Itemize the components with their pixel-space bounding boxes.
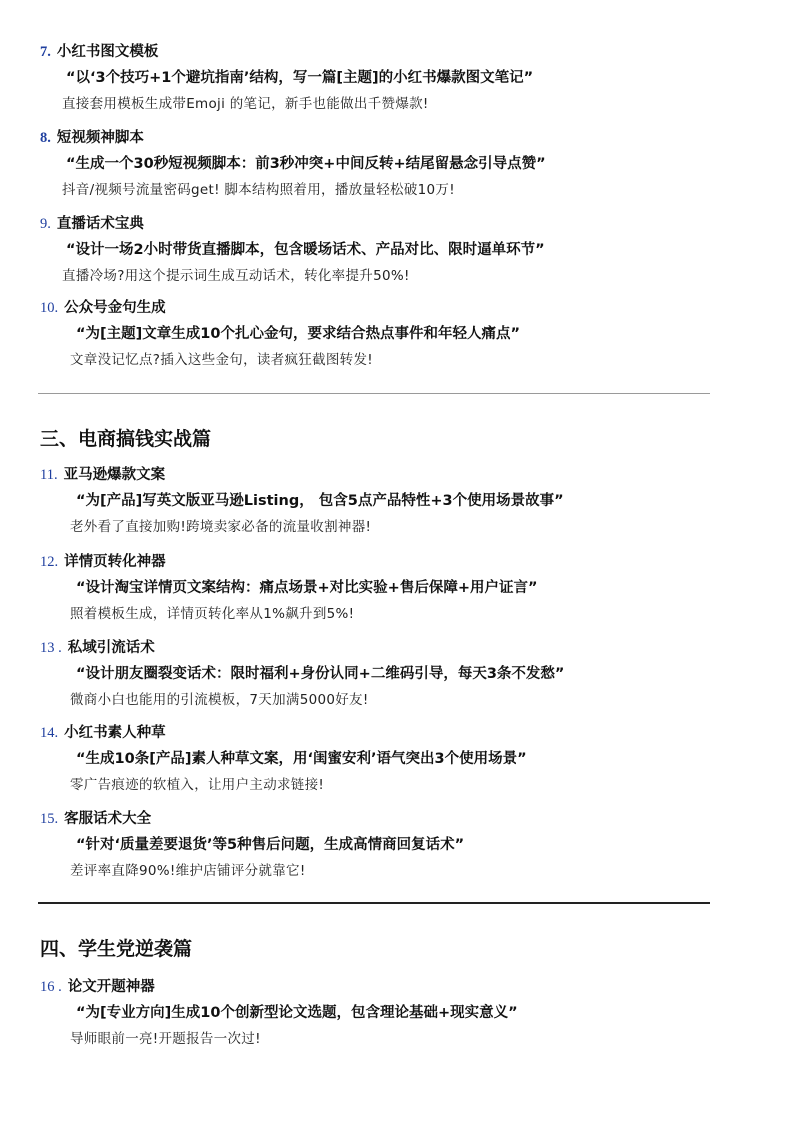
- section-divider: [38, 393, 710, 394]
- item-description: 导师眼前一亮!开题报告一次过!: [70, 1031, 261, 1047]
- item-description: 微商小白也能用的引流模板，7天加满5000好友!: [70, 692, 369, 708]
- item-number: 11.: [40, 467, 58, 483]
- item-number: 14.: [40, 725, 59, 741]
- item-title: 直播话术宝典: [56, 216, 144, 232]
- item-title: 详情页转化神器: [64, 554, 166, 570]
- item-header: [40, 465, 165, 485]
- item-prompt: “设计淘宝详情页文案结构：痛点场景+对比实验+售后保障+用户证言”: [76, 580, 538, 596]
- item-description: 抖音/视频号流量密码get! 脚本结构照着用，播放量轻松破10万!: [62, 182, 455, 198]
- item-header: [40, 977, 155, 997]
- item-header: [40, 723, 166, 743]
- item-prompt: “生成10条[产品]素人种草文案，用‘闺蜜安利’语气突出3个使用场景”: [76, 751, 527, 767]
- item-description: 文章没记忆点?插入这些金句，读者疯狂截图转发!: [70, 352, 373, 368]
- item-description: 照着模板生成，详情页转化率从1%飙升到5%!: [70, 606, 355, 622]
- item-prompt: “为[专业方向]生成10个创新型论文选题，包含理论基础+现实意义”: [76, 1005, 518, 1021]
- item-description: 老外看了直接加购!跨境卖家必备的流量收割神器!: [70, 519, 372, 535]
- item-number: 9.: [40, 216, 51, 232]
- item-header: [40, 214, 144, 234]
- item-header: [40, 298, 166, 318]
- item-prompt: “设计一场2小时带货直播脚本，包含暖场话术、产品对比、限时逼单环节”: [66, 242, 545, 258]
- item-title: 客服话术大全: [64, 811, 152, 827]
- item-prompt: “为[主题]文章生成10个扎心金句，要求结合热点事件和年轻人痛点”: [76, 326, 520, 342]
- item-header: [40, 128, 144, 148]
- section-title: 四、学生党逆袭篇: [40, 938, 193, 960]
- section-title: 三、电商搞钱实战篇: [40, 428, 212, 450]
- item-prompt: “以‘3个技巧+1个避坑指南’结构，写一篇[主题]的小红书爆款图文笔记”: [66, 70, 534, 86]
- item-header: [40, 42, 158, 62]
- item-number: 15.: [40, 811, 59, 827]
- item-number: 13 .: [40, 640, 62, 656]
- item-description: 差评率直降90%!维护店铺评分就靠它!: [70, 863, 306, 879]
- item-number: 12.: [40, 554, 59, 570]
- item-title: 亚马逊爆款文案: [63, 467, 166, 483]
- item-number: 8.: [40, 130, 51, 146]
- item-number: 16 .: [40, 979, 62, 995]
- item-header: [40, 638, 155, 658]
- item-title: 论文开题神器: [67, 979, 155, 995]
- item-title: 小红书图文模板: [56, 44, 159, 60]
- item-prompt: “为[产品]写英文版亚马逊Listing， 包含5点产品特性+3个使用场景故事”: [76, 493, 564, 509]
- section-divider: [38, 902, 710, 904]
- item-header: [40, 552, 166, 572]
- item-prompt: “生成一个30秒短视频脚本：前3秒冲突+中间反转+结尾留悬念引导点赞”: [66, 156, 546, 172]
- item-description: 直接套用模板生成带Emoji 的笔记，新手也能做出千赞爆款!: [62, 96, 429, 112]
- item-prompt: “针对‘质量差要退货’等5种售后问题，生成高情商回复话术”: [76, 837, 465, 853]
- item-description: 直播冷场?用这个提示词生成互动话术，转化率提升50%!: [62, 268, 410, 284]
- item-header: [40, 809, 151, 829]
- item-title: 小红书素人种草: [64, 725, 166, 741]
- item-title: 短视频神脚本: [56, 130, 144, 146]
- item-title: 公众号金句生成: [64, 300, 166, 316]
- item-title: 私域引流话术: [67, 640, 155, 656]
- item-prompt: “设计朋友圈裂变话术：限时福利+身份认同+二维码引导，每天3条不发愁”: [76, 666, 565, 682]
- item-description: 零广告痕迹的软植入，让用户主动求链接!: [70, 777, 325, 793]
- item-number: 7.: [40, 44, 51, 60]
- item-number: 10.: [40, 300, 59, 316]
